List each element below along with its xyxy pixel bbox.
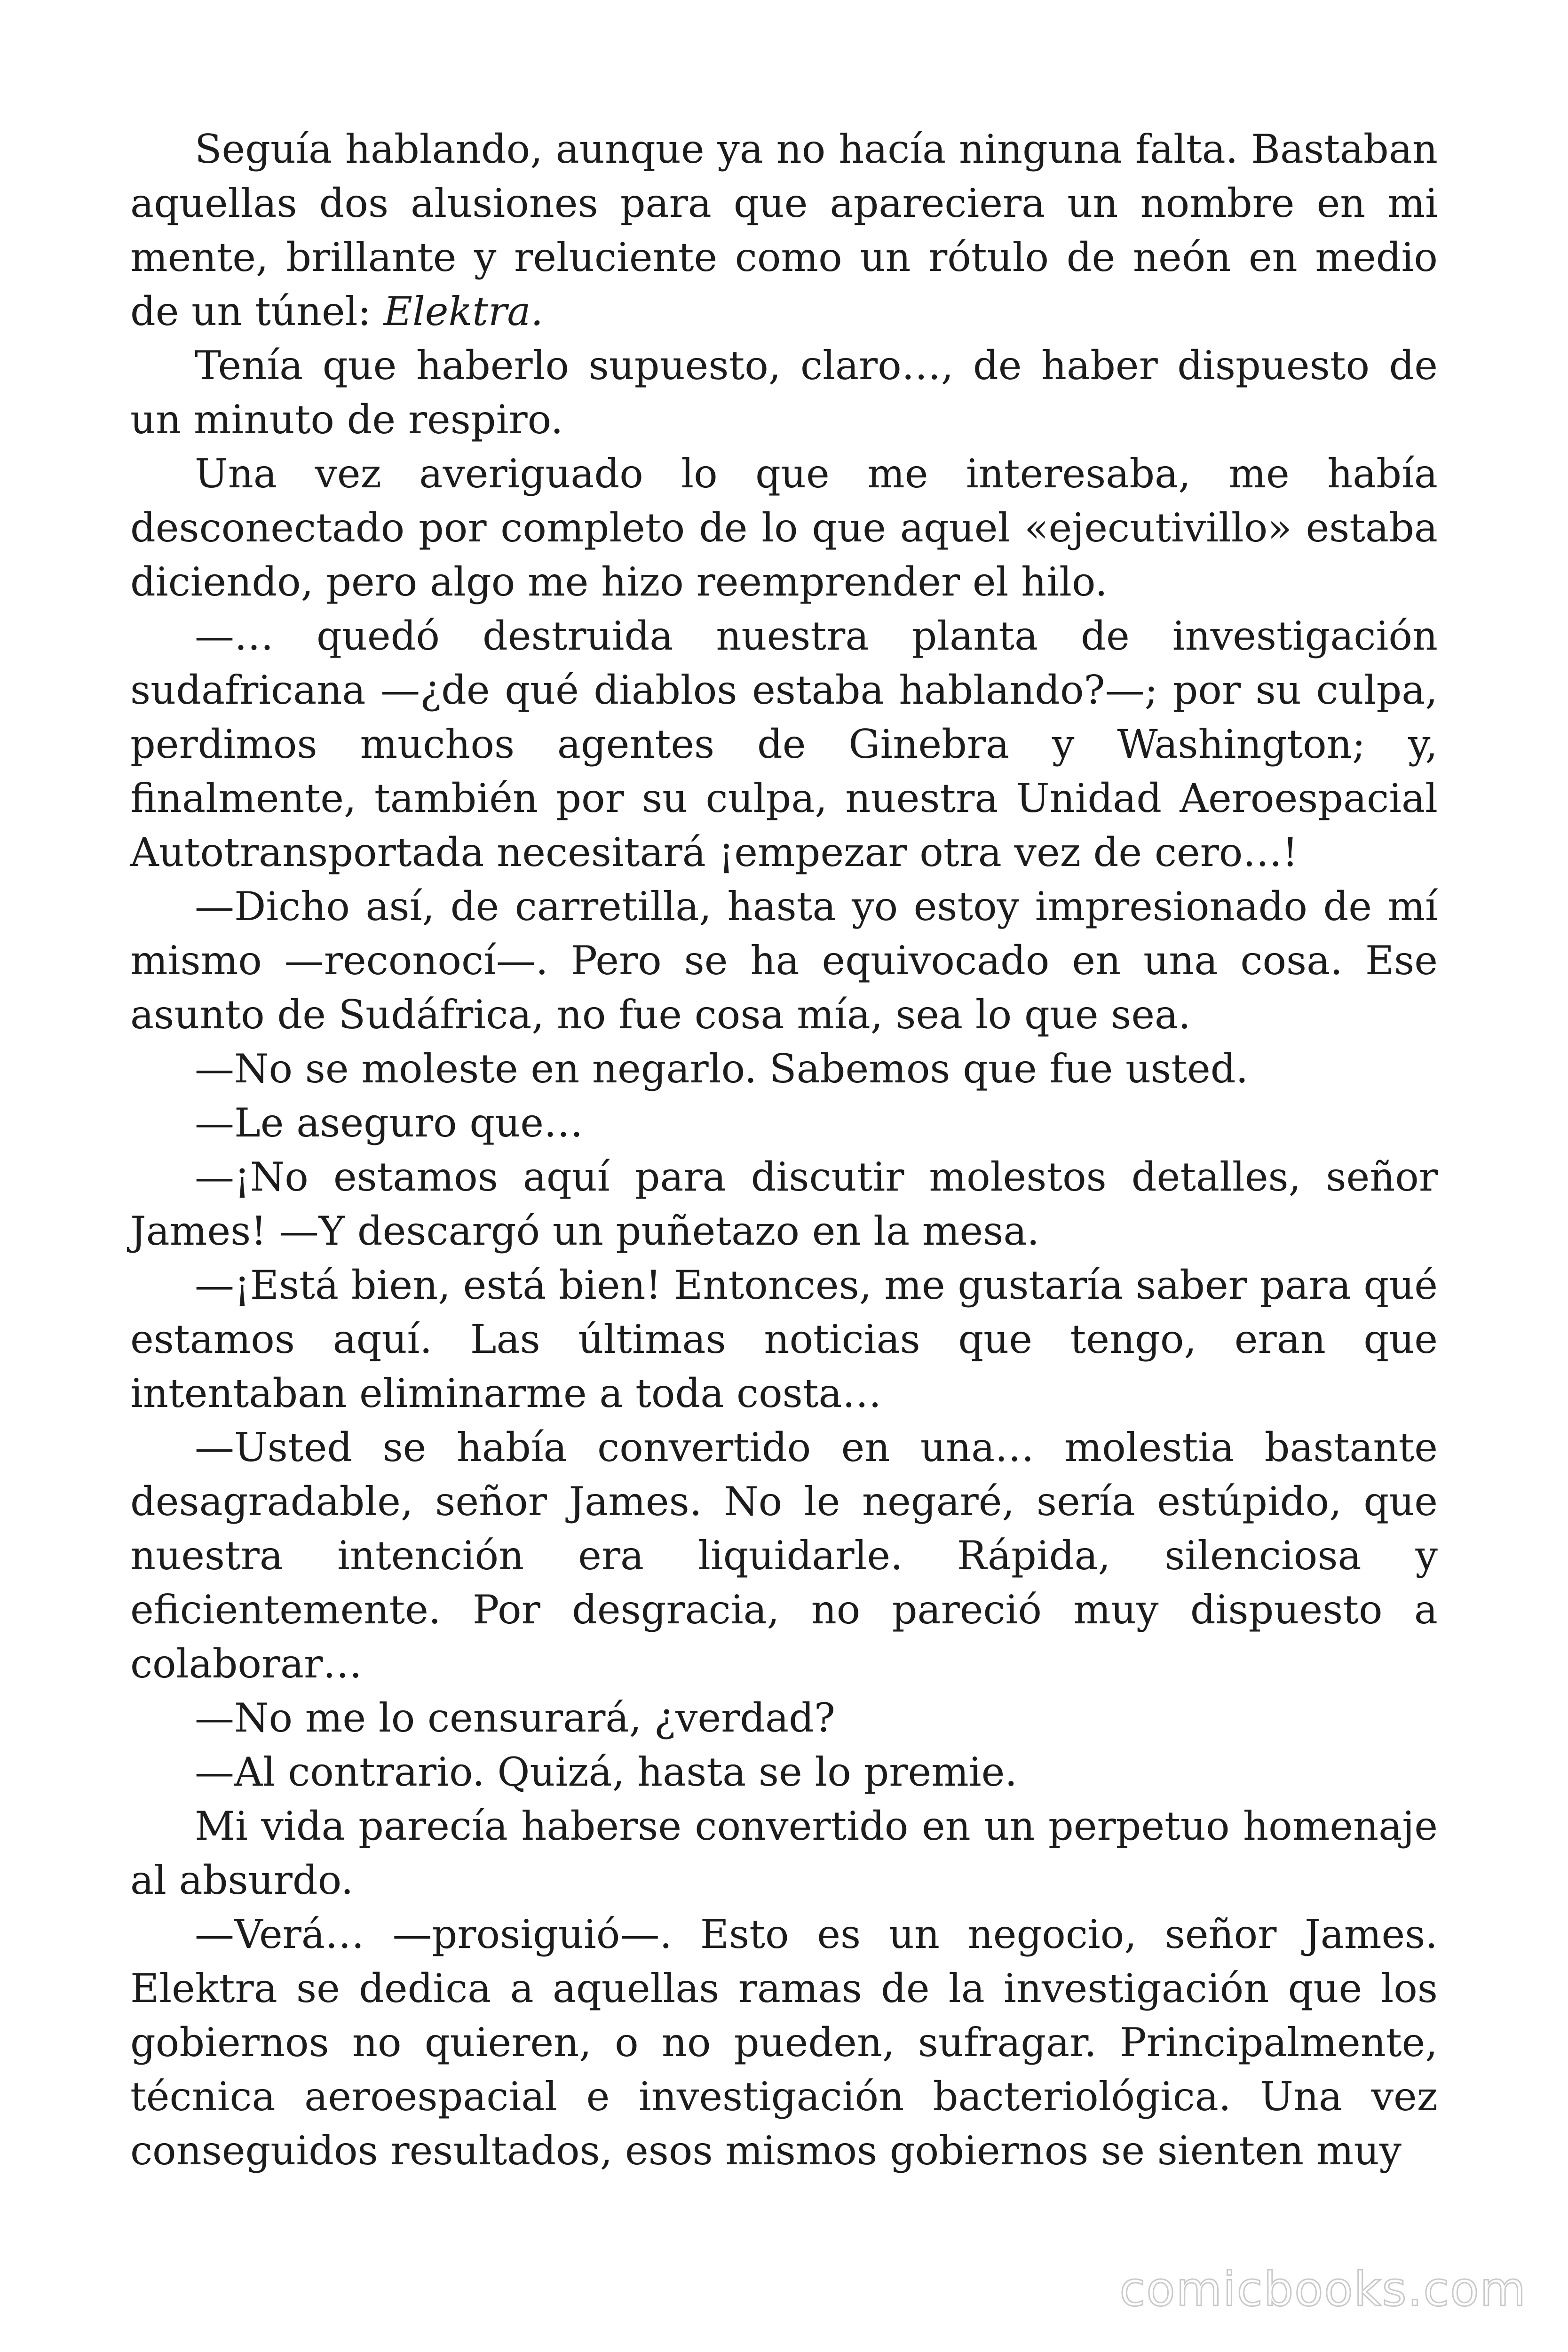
paragraph-1 (130, 122, 1438, 339)
paragraph-4: —… quedó destruida nuestra planta de investigación sudafricana —¿de qué diablos estaba hablando?—; por su culpa, perdimos muchos agentes de Ginebra y Washington; y, finalmente, también por su culpa, nuestra Unidad Aeroespacial Autotransportada necesitará ¡empezar otra vez de cero…! (130, 613, 1438, 875)
paragraph-12: —Al contrario. Quizá, hasta se lo premie. (195, 1749, 1018, 1795)
paragraph-1-text: Seguía hablando, aunque ya no hacía ninguna falta. Bastaban aquellas dos alusiones para que apareciera un nombre en mi mente, brillante y reluciente como un rótulo de neón en medio de un túnel: (130, 126, 1438, 334)
paragraph-6: —No se moleste en negarlo. Sabemos que fue usted. (195, 1046, 1249, 1092)
paragraph-9: —¡Está bien, está bien! Entonces, me gustaría saber para qué estamos aquí. Las últimas noticias que tengo, eran que intentaban eliminarme a toda costa… (130, 1262, 1438, 1416)
watermark: comicbooks.com (1119, 2262, 1527, 2317)
paragraph-13: Mi vida parecía haberse convertido en un perpetuo homenaje al absurdo. (130, 1803, 1438, 1903)
page-body (130, 122, 1438, 2178)
paragraph-11: —No me lo censurará, ¿verdad? (195, 1695, 835, 1741)
paragraph-8: —¡No estamos aquí para discutir molestos detalles, señor James! —Y descargó un puñetazo en la mesa. (130, 1154, 1438, 1254)
paragraph-3: Una vez averiguado lo que me interesaba, me había desconectado por completo de lo que aquel «ejecutivillo» estaba diciendo, pero algo me hizo reemprender el hilo. (130, 451, 1438, 605)
paragraph-5: —Dicho así, de carretilla, hasta yo estoy impresionado de mí mismo —reconocí—. Pero se ha equivocado en una cosa. Ese asunto de Sudáfrica, no fue cosa mía, sea lo que sea. (130, 883, 1438, 1038)
paragraph-10: —Usted se había convertido en una… molestia bastante desagradable, señor James. No le negaré, sería estúpido, que nuestra intención era liquidarle. Rápida, silenciosa y eficientemente. Por desgracia, no pareció muy dispuesto a colaborar… (130, 1424, 1438, 1687)
paragraph-1-italic-word: Elektra. (383, 288, 544, 334)
paragraph-14: —Verá… —prosiguió—. Esto es un negocio, señor James. Elektra se dedica a aquellas ramas de la investigación que los gobiernos no quieren, o no pueden, sufragar. Principalmente, técnica aeroespacial e investigación bacteriológica. Una vez conseguidos resultados, esos mismos gobiernos se sienten muy (130, 1911, 1438, 2174)
paragraph-7: —Le aseguro que… (195, 1100, 583, 1146)
paragraph-2: Tenía que haberlo supuesto, claro…, de haber dispuesto de un minuto de respiro. (130, 342, 1438, 443)
